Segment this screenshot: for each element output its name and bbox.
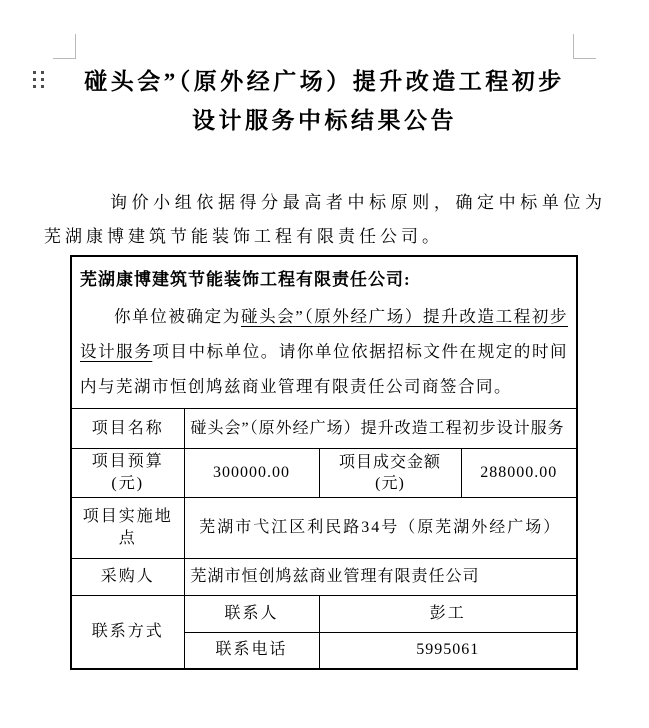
- table-row-budget-deal: [71, 449, 577, 498]
- contact-name-value: 彭工: [319, 596, 577, 633]
- deal-amount-label: 项目成交金额(元): [319, 449, 461, 498]
- purchaser-label: 采购人: [71, 559, 184, 596]
- budget-value: 300000.00: [184, 449, 319, 498]
- purchaser-value: 芜湖市恒创鸠兹商业管理有限责任公司: [184, 559, 577, 596]
- table-row-notice: [71, 256, 577, 409]
- contact-group-label: 联系方式: [71, 596, 184, 669]
- location-label: 项目实施地点: [71, 498, 184, 559]
- notice-cell: [71, 256, 577, 409]
- table-row-purchaser: [71, 559, 577, 596]
- intro-paragraph: 询价小组依据得分最高者中标原则，确定中标单位为芜湖康博建筑节能装饰工程有限责任公司。: [44, 193, 606, 246]
- award-result-table: [70, 255, 578, 670]
- notice-body-suffix: 项目中标单位。请你单位依据招标文件在规定的时间内与芜湖市恒创鸠兹商业管理有限责任公司商签合同。: [80, 342, 569, 396]
- deal-amount-value: 288000.00: [461, 449, 577, 498]
- budget-label: 项目预算(元): [71, 449, 184, 498]
- project-name-label: 项目名称: [71, 409, 184, 449]
- notice-body: [80, 299, 568, 404]
- page-title-line2: 设计服务中标结果公告: [192, 108, 457, 133]
- contact-phone-value: 5995061: [319, 633, 577, 669]
- text-boundary-corner-right: [573, 34, 596, 59]
- contact-phone-label: 联系电话: [184, 633, 319, 669]
- contact-name-label: 联系人: [184, 596, 319, 633]
- table-row-project-name: [71, 409, 577, 449]
- project-name-value: 碰头会”（原外经广场）提升改造工程初步设计服务: [184, 409, 577, 449]
- table-row-contact-name: [71, 596, 577, 633]
- page-title: [20, 62, 629, 140]
- table-row-location: [71, 498, 577, 559]
- location-value: 芜湖市弋江区利民路34号（原芜湖外经广场）: [184, 498, 577, 559]
- notice-body-underlined-project: 碰头会”（原外经广场）提升改造工程初步设计服务: [80, 307, 569, 361]
- page-title-line1: 碰头会”（原外经广场）提升改造工程初步: [84, 69, 565, 94]
- text-boundary-corner-left: [53, 34, 76, 59]
- notice-body-prefix: 你单位被确定为: [114, 307, 241, 326]
- notice-salutation: 芜湖康博建筑节能装饰工程有限责任公司:: [80, 270, 411, 289]
